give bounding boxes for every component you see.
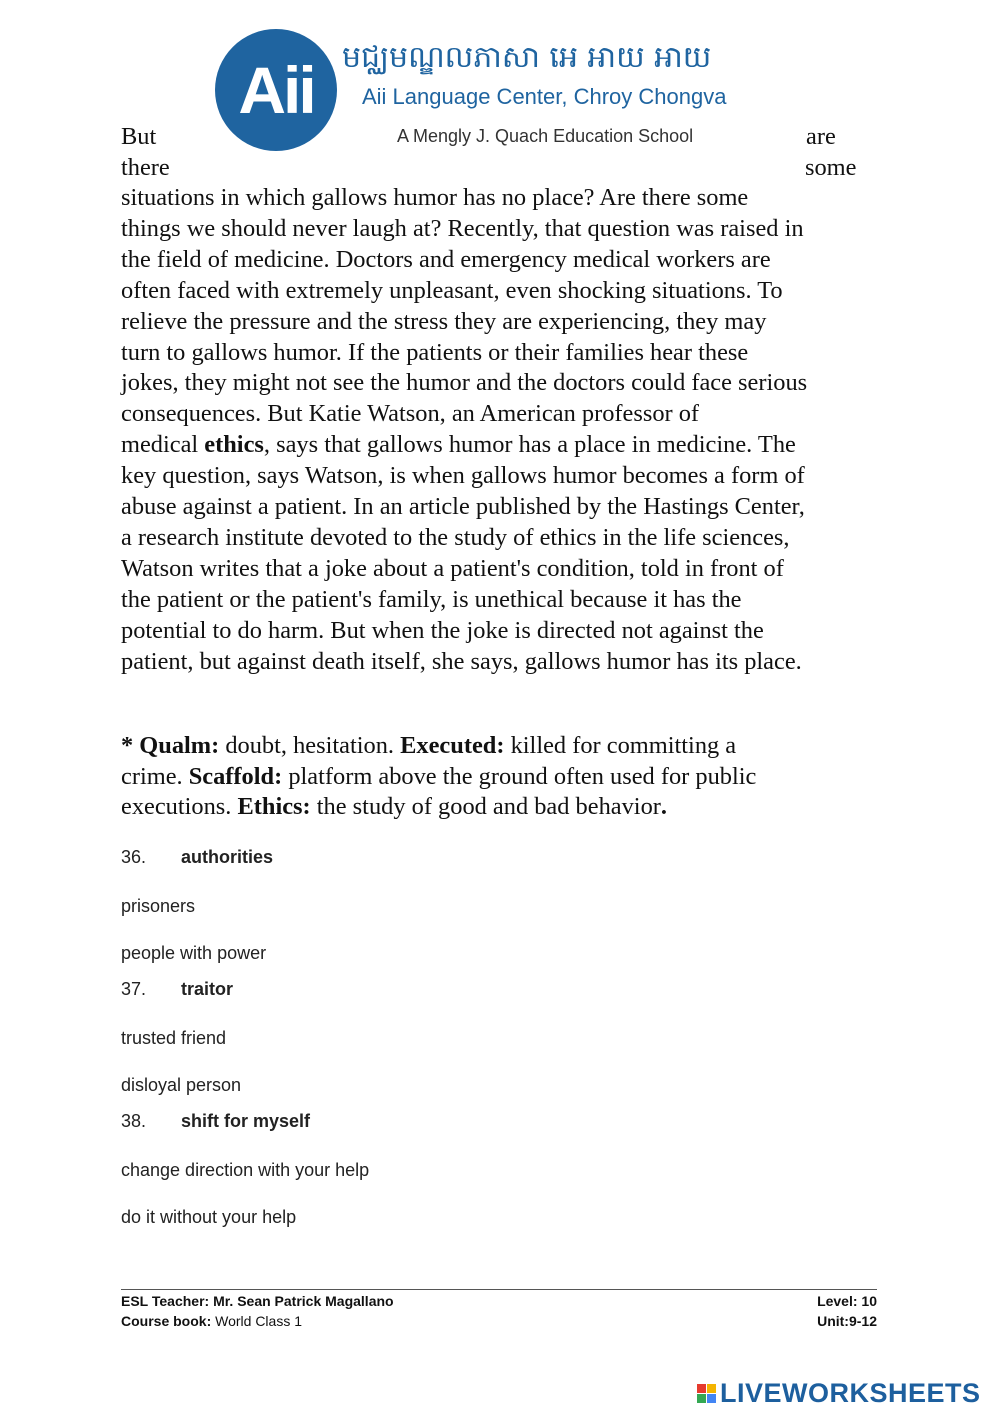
footer-divider (121, 1289, 877, 1290)
glossary-line (121, 762, 881, 793)
question-number: 38. (121, 1111, 147, 1131)
glossary-definition: killed for committing a (504, 732, 737, 759)
passage-line: turn to gallows humor. If the patients or their families hear these (121, 338, 749, 366)
answer-option[interactable]: disloyal person (121, 1075, 242, 1095)
passage-line: the patient or the patient's family, is unethical because it has the (121, 585, 742, 613)
logo-text: Aii (238, 53, 314, 127)
passage-line: a research institute devoted to the study of ethics in the life sciences, (121, 523, 790, 551)
liveworksheets-text: LIVEWORKSHEETS (720, 1378, 981, 1408)
passage-word: are (806, 123, 836, 150)
question-38 (121, 1111, 310, 1132)
question-37 (121, 979, 233, 1000)
glossary-term: Executed: (400, 732, 505, 759)
answer-option[interactable]: prisoners (121, 896, 196, 916)
passage-line: relieve the pressure and the stress they are experiencing, they may (121, 307, 767, 335)
glossary-text: crime. (121, 762, 189, 790)
glossary-definition: the study of good and bad behavior (310, 793, 661, 820)
level-label: Level: 10 (817, 1293, 877, 1309)
khmer-school-name: មជ្ឈមណ្ឌលភាសា អេ អាយ អាយ (342, 40, 712, 75)
passage-line: often faced with extremely unpleasant, even shocking situations. To (121, 276, 783, 304)
answer-option[interactable]: do it without your help (121, 1207, 297, 1227)
level-info (817, 1293, 877, 1309)
passage-word: some (805, 154, 857, 181)
liveworksheets-icon (697, 1384, 716, 1403)
passage-text: , says that gallows humor has a place in medicine. The (263, 431, 796, 459)
course-info (121, 1313, 302, 1329)
passage-line: key question, says Watson, is when gallows humor becomes a form of (121, 462, 805, 490)
school-name: Aii Language Center, Chroy Chongva (362, 84, 727, 109)
question-term: traitor (181, 979, 234, 999)
passage-line: patient, but against death itself, she says, gallows humor has its place. (121, 647, 802, 675)
course-label: Course book: (121, 1313, 212, 1329)
passage-line: abuse against a patient. In an article published by the Hastings Center, (121, 493, 805, 521)
passage-line: jokes, they might not see the humor and the doctors could face serious (121, 369, 808, 397)
passage-text: medical (121, 431, 205, 459)
passage-line (121, 430, 881, 461)
glossary-line (121, 731, 881, 762)
school-logo (215, 29, 337, 151)
question-term: authorities (181, 847, 274, 867)
glossary-term: Ethics: (237, 793, 311, 820)
glossary-line (121, 792, 881, 823)
teacher-info (121, 1293, 394, 1309)
passage-line: situations in which gallows humor has no place? Are there some (121, 184, 749, 211)
answer-option[interactable]: change direction with your help (121, 1160, 370, 1180)
glossary-term: * Qualm: (121, 732, 220, 759)
passage-line: things we should never laugh at? Recently, that question was raised in (121, 214, 804, 242)
answer-option[interactable]: trusted friend (121, 1028, 227, 1048)
passage-word: there (121, 154, 170, 181)
brand-block (707, 1394, 716, 1403)
answer-option[interactable]: people with power (121, 943, 267, 963)
teacher-label: ESL Teacher: Mr. Sean Patrick Magallano (121, 1293, 394, 1309)
course-value: World Class 1 (211, 1313, 303, 1329)
passage-word: But (121, 123, 157, 150)
reading-passage (121, 183, 881, 678)
glossary-period: . (660, 793, 667, 820)
school-subtitle: A Mengly J. Quach Education School (397, 126, 694, 146)
glossary-definition: doubt, hesitation. (219, 732, 401, 759)
question-number: 36. (121, 847, 147, 867)
question-36 (121, 847, 273, 868)
brand-block (697, 1384, 706, 1393)
keyword-ethics: ethics (204, 431, 264, 459)
question-term: shift for myself (181, 1111, 311, 1131)
brand-block (707, 1384, 716, 1393)
liveworksheets-logo (697, 1378, 981, 1409)
brand-block (697, 1394, 706, 1403)
glossary-term: Scaffold: (188, 762, 283, 790)
passage-line: potential to do harm. But when the joke is directed not against the (121, 616, 764, 644)
passage-line: consequences. But Katie Watson, an American professor of (121, 400, 700, 428)
question-number: 37. (121, 979, 147, 999)
glossary-text: executions. (121, 793, 238, 820)
glossary (121, 731, 881, 823)
passage-line: Watson writes that a joke about a patient's condition, told in front of (121, 554, 784, 582)
passage-line: the field of medicine. Doctors and emergency medical workers are (121, 245, 771, 273)
unit-label: Unit:9-12 (817, 1313, 877, 1329)
glossary-definition: platform above the ground often used for public (282, 762, 757, 790)
unit-info (817, 1313, 877, 1329)
